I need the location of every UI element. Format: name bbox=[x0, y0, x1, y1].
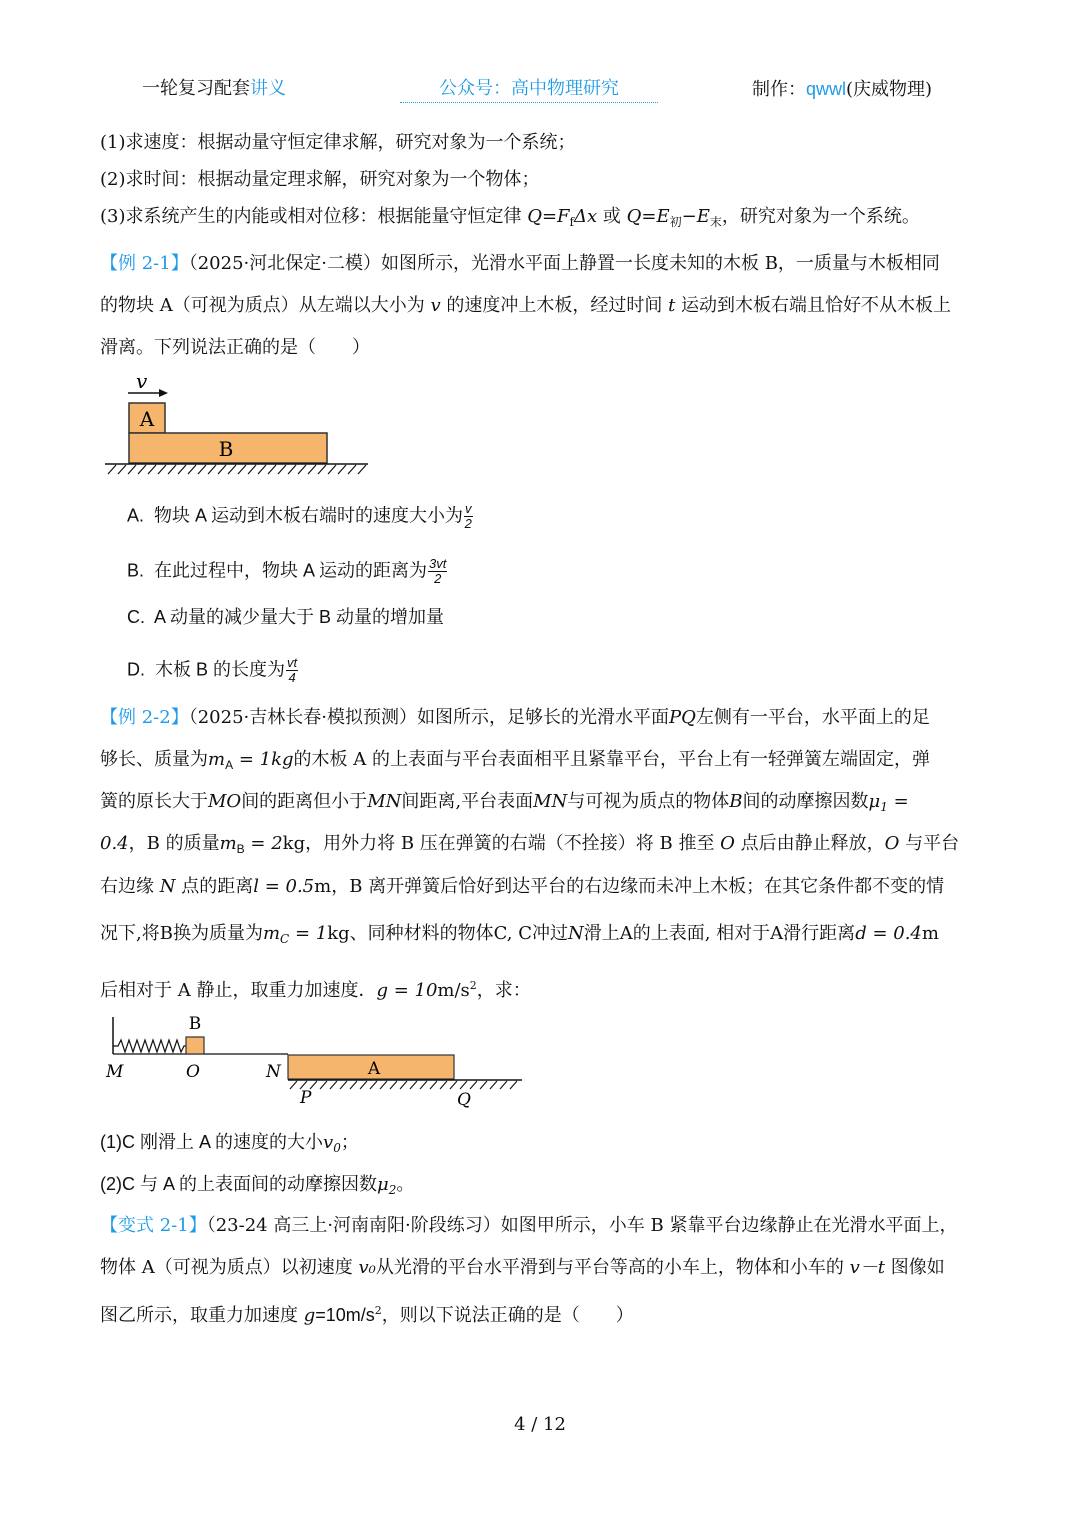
example-2-2-line-3: 簧的原长大于MO间的距离但小于MN间距离,平台表面MN与可视为质点的物体B间的动摩擦因数$\mu_1$ = bbox=[100, 791, 909, 814]
method-line-1: (1)求速度：根据动量守恒定律求解，研究对象为一个系统； bbox=[100, 132, 576, 153]
option-b[interactable]: B. 在此过程中，物块 A 运动的距离为 $\frac{3vt}{2}$ bbox=[127, 556, 447, 586]
header-left-main: 一轮复习配套 bbox=[142, 78, 250, 99]
example-2-2-line-2: 够长、质量为$m_A = 1kg$的木板 A 的上表面与平台表面相平且紧靠平台，平台上有一轻弹簧左端固定，弹 bbox=[100, 749, 930, 772]
example-2-2-line-6: 况下,将B换为质量为$m_C = 1kg$、同种材料的物体C, C冲过N滑上A的上表面, 相对于A滑行距离d = 0.4m bbox=[100, 923, 939, 946]
velocity-label: v bbox=[136, 370, 148, 393]
option-d[interactable]: D. 木板 B 的长度为 $\frac{vt}{4}$ bbox=[127, 655, 298, 685]
point-q-label: Q bbox=[457, 1090, 471, 1110]
point-m-label: M bbox=[106, 1062, 124, 1082]
point-o-label: O bbox=[186, 1062, 200, 1082]
figure-spring-platform bbox=[100, 1010, 530, 1110]
variant-2-1-tag: 【变式 2-1】 bbox=[100, 1215, 207, 1236]
example-2-1-line-1: 【例 2-1】（2025·河北保定·二模）如图所示，光滑水平面上静置一长度未知的木板 B，一质量与木板相同 bbox=[100, 253, 940, 274]
point-p-label: P bbox=[300, 1088, 312, 1108]
header-right-suffix: (庆威物理) bbox=[846, 79, 933, 100]
board-b-label: B bbox=[218, 437, 234, 461]
example-2-2-line-5: 右边缘 N 点的距离l = 0.5m，B 离开弹簧后恰好到达平台的右边缘而未冲上木板；在其它条件都不变的情 bbox=[100, 876, 945, 897]
option-a[interactable]: A. 物块 A 运动到木板右端时的速度大小为 $\frac{v}{2}$ bbox=[127, 501, 472, 531]
variant-2-1-line-1: 【变式 2-1】（23-24 高三上·河南南阳·阶段练习）如图甲所示，小车 B 紧靠平台边缘静止在光滑水平面上， bbox=[100, 1215, 958, 1236]
example-2-2-tag: 【例 2-2】 bbox=[100, 707, 189, 728]
page-number: 4 / 12 bbox=[514, 1414, 566, 1435]
header-left bbox=[142, 76, 286, 102]
header-right bbox=[752, 76, 932, 103]
ground-hatching bbox=[108, 465, 366, 474]
example-2-2-line-7: 后相对于 A 静止，取重力加速度．$g = 10m/s^2$，求： bbox=[100, 979, 531, 1001]
example-2-1-tag: 【例 2-1】 bbox=[100, 253, 189, 274]
block-a-label: A bbox=[139, 407, 155, 431]
example-2-1-line-2: 的物块 A（可视为质点）从左端以大小为 v 的速度冲上木板，经过时间 t 运动到木板右端且恰好不从木板上 bbox=[100, 295, 952, 316]
method-line-2: (2)求时间：根据动量定理求解，研究对象为一个物体； bbox=[100, 169, 540, 190]
variant-2-1-line-3: 图乙所示，取重力加速度 $g=10m/s^2$，则以下说法正确的是（ ） bbox=[100, 1304, 634, 1326]
example-2-2-line-4: 0.4，B 的质量$m_B = 2kg$，用外力将 B 压在弹簧的右端（不拴接）将 B 推至 O 点后由静止释放，O 与平台 bbox=[100, 833, 960, 856]
example-2-1-line-3: 滑离。下列说法正确的是（ ） bbox=[100, 337, 370, 358]
point-n-label: N bbox=[266, 1062, 281, 1082]
header-center-link[interactable]: 公众号：高中物理研究 bbox=[400, 76, 658, 103]
variant-2-1-line-2: 物体 A（可视为质点）以初速度 v₀从光滑的平台水平滑到与平台等高的小车上，物体和小车的 v－t 图像如 bbox=[100, 1257, 945, 1278]
header-left-accent: 讲义 bbox=[250, 78, 286, 99]
example-2-2-line-1: 【例 2-2】（2025·吉林长春·模拟预测）如图所示，足够长的光滑水平面PQ左侧有一平台，水平面上的足 bbox=[100, 707, 930, 728]
header-right-accent: qwwl bbox=[806, 79, 847, 99]
ground-hatching-2 bbox=[290, 1081, 517, 1089]
figure-block-on-board bbox=[100, 370, 375, 482]
header-right-prefix: 制作： bbox=[752, 79, 806, 100]
method-line-3: (3)求系统产生的内能或相对位移：根据能量守恒定律 $Q=F_f\Delta x$ 或 $Q=E_初-E_末$，研究对象为一个系统。 bbox=[100, 206, 920, 229]
velocity-arrowhead bbox=[159, 389, 168, 397]
block-b-label: B bbox=[188, 1014, 202, 1034]
block-b bbox=[186, 1037, 204, 1054]
spring bbox=[113, 1040, 186, 1052]
option-c[interactable]: C. A 动量的减少量大于 B 动量的增加量 bbox=[127, 607, 445, 627]
board-a-label: A bbox=[367, 1059, 381, 1079]
question-2: (2)C 与 A 的上表面间的动摩擦因数$\mu_2$。 bbox=[100, 1174, 415, 1197]
question-1: (1)C 刚滑上 A 的速度的大小$v_0$； bbox=[100, 1132, 359, 1155]
